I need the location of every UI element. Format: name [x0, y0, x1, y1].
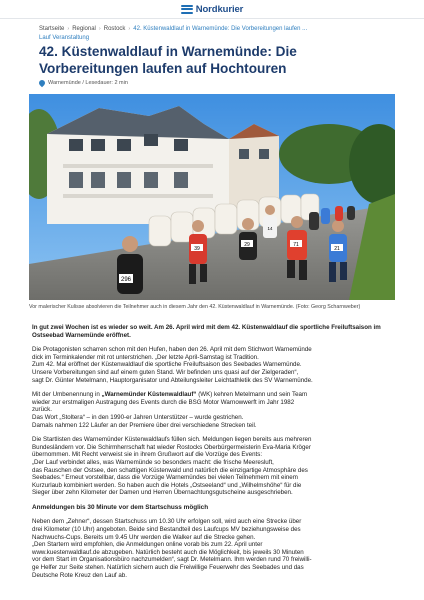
paragraph-line: das Rauschen der Ostsee, den schattigen Küstenwald und natürlich die einzigartige Atmosphäre des	[32, 466, 308, 474]
breadcrumb	[39, 25, 391, 42]
article-hero-image[interactable]	[29, 94, 395, 300]
paragraph-line: Zum 42. Mal eröffnet der Küstenwaldlauf die sportliche Freiluftsaison des Seebades Warnemünde.	[32, 361, 302, 369]
paragraph-line: Damals nahmen 122 Läufer an der Premiere über drei verschiedene Strecken teil.	[32, 421, 257, 429]
paragraph-line: Die Protagonisten scharren schon mit den Hufen, haben den 26. April mit dem Stichwort Warnemünde	[32, 346, 312, 354]
breadcrumb-category[interactable]: Lauf Veranstaltung	[39, 34, 90, 41]
paragraph-line: ge Helfer zur Seite stehen. Natürlich sichern auch die Freiwillige Feuerwehr des Seebades und das	[32, 564, 304, 572]
article-paragraph	[32, 391, 394, 429]
runner-bib-number: 14	[267, 226, 273, 231]
logo-text: Nordkurier	[195, 3, 244, 15]
paragraph-line: www.kuestenwaldlauf.de abzugeben. Natürlich besteht auch die Möglichkeit, bis jeweils 30 Minuten	[32, 548, 304, 556]
paragraph-line: Bundesländern vor. Die Schirmherrschaft hat wieder Rostocks Oberbürgermeisterin Eva-Maria Kröger	[32, 443, 311, 451]
paragraph-line	[32, 391, 394, 399]
paragraph-line: Sieger über zehn Kilometer der Damen und Herren Übernachtungsgutscheine ausgeschrieben.	[32, 489, 293, 497]
paragraph-line: vor dem Start im Organisationsbüro nachzumelden“, sagt Dr. Metelmann. Ihm werden rund 70 freiwilli-	[32, 556, 312, 564]
paragraph-line: sagt Dr. Günter Metelmann, Hauptorganisator und Abteilungsleiter Leichtathletik des SV Warnemünde.	[32, 376, 313, 384]
paragraph-line: „Den Startern wird empfohlen, die Anmeldungen online vorab bis zum 22. April unter	[32, 541, 263, 549]
paragraph-line: Deutsche Rote Kreuz den Lauf ab.	[32, 571, 127, 579]
paragraph-line: zurück.	[32, 406, 52, 414]
paragraph-line: übernommen. Mit Recht verweist sie in ihrem Grußwort auf die Vorzüge des Events:	[32, 451, 263, 459]
paragraph-line: Unsere Vorbereitungen sind auf einem guten Stand. Wir befinden uns quasi auf der Zielgeraden“,	[32, 368, 299, 376]
location-pin-icon	[38, 79, 46, 87]
chevron-right-icon: ›	[128, 26, 131, 32]
runner-bib-number: 21	[334, 246, 340, 252]
event-name-bold: „Warnemünder Küstenwaldlauf“	[101, 391, 197, 399]
article-subheading: Anmeldungen bis 30 Minute vor dem Startschuss möglich	[32, 503, 209, 511]
paragraph-text: Mit der Umbenennung in	[32, 391, 102, 399]
article-body	[32, 324, 394, 586]
article-paragraph	[32, 518, 394, 579]
article-title: 42. Küstenwaldlauf in Warnemünde: Die Vorbereitungen laufen auf Hochtouren	[39, 44, 297, 76]
paragraph-line: drei Kilometer (10 Uhr) angeboten. Beide sind Bestandteil des Laufcups MV beziehungsweise des	[32, 526, 301, 534]
paragraph-text: (WK) kehren Metelmann und sein Team	[196, 391, 308, 399]
breadcrumb-current: 42. Küstenwaldlauf in Warnemünde: Die Vorbereitungen laufen ...	[133, 26, 308, 32]
hero-photo	[29, 94, 395, 300]
image-caption: Vor malerischer Kulisse absolvieren die Teilnehmer auch in diesem Jahr den 42. Küstenwaldlauf in Warnemünde. (Foto: Georg Scharnweber)	[29, 304, 361, 310]
article-paragraph	[32, 436, 394, 497]
paragraph-line: „Der Lauf verbindet alles, was Warnemünde so besonders macht: die frische Meeresluft,	[32, 458, 274, 466]
breadcrumb-startseite[interactable]: Startseite	[39, 26, 65, 32]
paragraph-line: Die Startlisten des Warnemünder Küstenwaldlaufs füllen sich. Meldungen liegen bereits aus mehreren	[32, 436, 312, 444]
nordkurier-logo[interactable]	[181, 4, 244, 15]
runner-bib-number: 71	[293, 242, 299, 248]
article-meta	[39, 80, 128, 86]
chevron-right-icon: ›	[67, 26, 70, 32]
site-header	[0, 0, 424, 19]
chevron-right-icon: ›	[98, 26, 101, 32]
runner-bib-number: 39	[194, 246, 200, 252]
paragraph-line: Nachwuchs-Cups. Bereits um 9.45 Uhr werden die Walker auf die Strecke gehen.	[32, 533, 256, 541]
runner-bib-number: 29	[244, 242, 250, 248]
article-paragraph	[32, 346, 394, 384]
breadcrumb-regional[interactable]: Regional	[72, 26, 96, 32]
paragraph-line: Das Wort „Stoltera“ – in den 1990-er Jahren Unterstützer – wurde gestrichen.	[32, 413, 244, 421]
runner-bib-number: 296	[120, 277, 132, 283]
article-meta-text: Warnemünde / Lesedauer: 2 min	[48, 80, 128, 86]
paragraph-line: dick im Terminkalender mit rot unterstrichen. „Der letzte April-Samstag ist Tradition.	[32, 353, 259, 361]
logo-icon	[181, 5, 193, 14]
paragraph-line: Seebades.“ Erneut vorstellbar, dass die Vorzüge Warnemündes bei vielen Teilnehmern mit einem	[32, 474, 298, 482]
paragraph-line: wieder zur erstmaligen Austragung des Events durch die BSG Motor Warnowwerft im Jahr 1982	[32, 398, 295, 406]
article-lead: In gut zwei Wochen ist es wieder so weit. Am 26. April wird mit dem 42. Küstenwaldlauf die sportliche Freiluftsaison im Ostseebad Warnemünde eröffnet.	[32, 324, 381, 339]
paragraph-line: Kurzurlaub kombiniert werden. So haben auch die Hotels „Ostseeland“ und „Wilhelmshöhe“ für die	[32, 481, 302, 489]
breadcrumb-rostock[interactable]: Rostock	[103, 26, 126, 32]
paragraph-line: Neben dem „Zehner“, dessen Startschuss um 10.30 Uhr erfolgen soll, wird auch eine Strecke über	[32, 518, 302, 526]
